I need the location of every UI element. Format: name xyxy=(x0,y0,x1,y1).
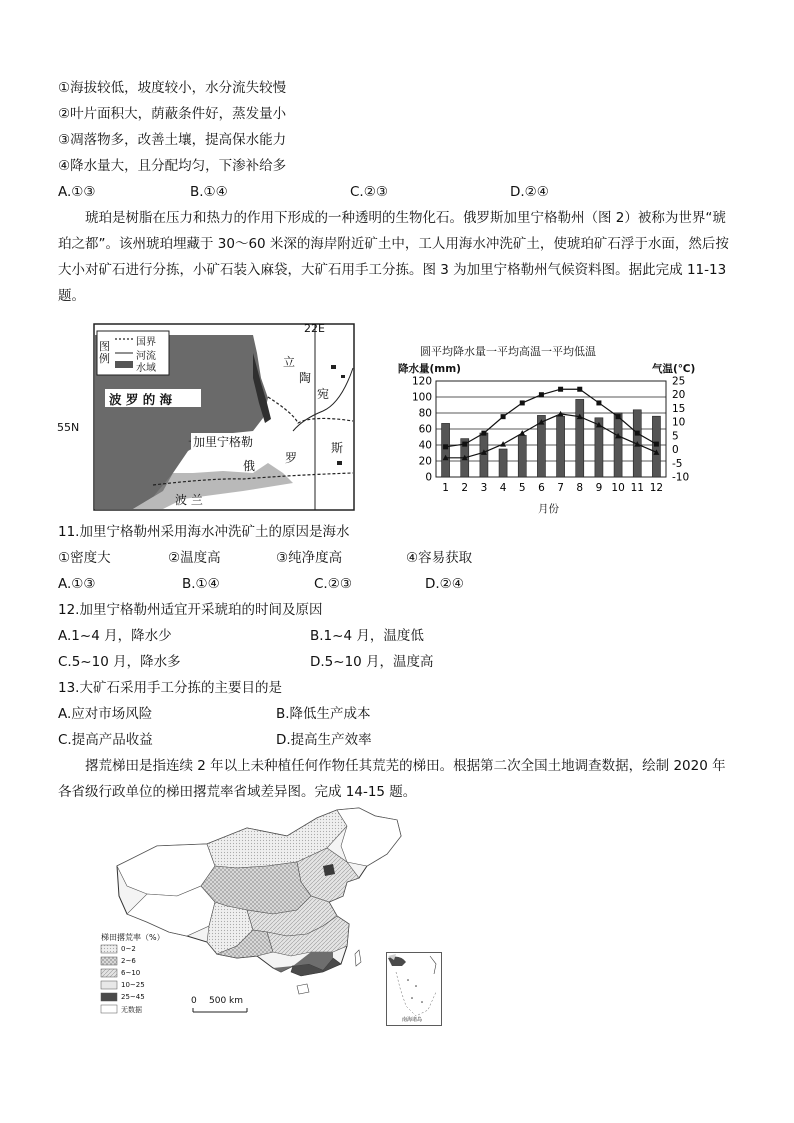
climate-chart xyxy=(398,343,696,515)
x-tick-label: 3 xyxy=(480,482,488,494)
high-temp-point xyxy=(501,414,506,419)
amber-passage-line-3: 大小对矿石进行分拣，小矿石装入麻袋，大矿石用手工分拣。图 3 为加里宁格勒州气候资料图。据此完成 11-13 xyxy=(58,262,727,278)
scale-zero: 0 xyxy=(191,996,197,1006)
lat-label-55n: 55N xyxy=(57,421,80,434)
q13-stem: 13.大矿石采用手工分拣的主要目的是 xyxy=(58,680,282,696)
low-temp-point xyxy=(500,441,506,447)
q13-choice-b[interactable]: B.降低生产成本 xyxy=(276,706,371,722)
south-china-sea-inset xyxy=(386,952,442,1026)
q11-item-3: ③纯净度高 xyxy=(276,550,343,566)
amber-passage-line-1: 琥珀是树脂在压力和热力的作用下形成的一种透明的生物化石。俄罗斯加里宁格勒州（图 2）被称为世界“琥 xyxy=(85,210,726,226)
legend-title: 图例 xyxy=(99,340,110,365)
x-tick-label: 4 xyxy=(499,482,507,494)
choice-a[interactable]: A.①③ xyxy=(58,184,96,200)
q11-item-1: ①密度大 xyxy=(58,550,111,566)
high-temp-point xyxy=(539,392,544,397)
y-tick-label: 80 xyxy=(418,407,432,420)
x-tick-label: 5 xyxy=(518,482,526,494)
map2-legend-4: 25~45 xyxy=(121,993,145,1001)
high-temp-point xyxy=(616,414,621,419)
y2-tick-label: -10 xyxy=(672,471,690,484)
precip-bar xyxy=(499,449,507,477)
q11-item-2: ②温度高 xyxy=(168,550,221,566)
map2-legend-5: 无数据 xyxy=(121,1006,142,1014)
precip-bar xyxy=(480,433,488,477)
lon-label-22e: 22E xyxy=(304,322,325,335)
precip-bar xyxy=(557,416,565,477)
q12-stem: 12.加里宁格勒州适宜开采琥珀的时间及原因 xyxy=(58,602,323,618)
legend-border: 国界 xyxy=(136,337,156,348)
y-tick-label: 60 xyxy=(418,423,432,436)
x-axis-label: 月份 xyxy=(538,503,559,515)
q11-choice-a[interactable]: A.①③ xyxy=(58,576,96,592)
kaliningrad-map xyxy=(57,322,355,511)
q12-choice-c[interactable]: C.5~10 月，降水多 xyxy=(58,654,181,670)
y-axis-label: 降水量(mm) xyxy=(398,363,461,375)
x-tick-label: 2 xyxy=(461,482,469,494)
low-temp-point xyxy=(519,430,525,436)
precip-bar xyxy=(518,435,526,477)
x-tick-label: 9 xyxy=(595,482,603,494)
high-temp-point xyxy=(654,442,659,447)
y2-tick-label: 0 xyxy=(672,444,679,457)
choice-c[interactable]: C.②③ xyxy=(350,184,388,200)
y2-tick-label: 5 xyxy=(672,430,679,443)
y2-tick-label: 25 xyxy=(672,375,686,388)
legend-river: 河流 xyxy=(136,351,156,362)
poland-label: 波 兰 xyxy=(175,493,203,507)
y2-axis-label: 气温(℃) xyxy=(652,363,696,375)
high-temp-point xyxy=(635,431,640,436)
high-temp-point xyxy=(443,444,448,449)
amber-passage-line-2: 珀之都”。该州琥珀埋藏于 30～60 米深的海岸附近矿土中，工人用海水冲洗矿土，使琥珀矿石浮于水面，然后按 xyxy=(58,236,729,252)
q13-choice-a[interactable]: A.应对市场风险 xyxy=(58,706,153,722)
map2-legend-2: 6~10 xyxy=(121,969,141,977)
precip-bar xyxy=(576,399,584,477)
chart-svg xyxy=(398,343,696,515)
high-temp-point xyxy=(558,387,563,392)
high-temp-point xyxy=(577,387,582,392)
low-temp-line xyxy=(446,414,657,458)
high-temp-point xyxy=(520,400,525,405)
q12-choice-d[interactable]: D.5~10 月，温度高 xyxy=(310,654,434,670)
map2-legend-1: 2~6 xyxy=(121,957,136,965)
option-line-3: ③凋落物多，改善土壤，提高保水能力 xyxy=(58,132,287,148)
y2-tick-label: 20 xyxy=(672,389,686,402)
map2-legend-title: 梯田撂荒率（%） xyxy=(101,933,165,942)
option-line-1: ①海拔较低，坡度较小，水分流失较慢 xyxy=(58,80,287,96)
q13-choice-c[interactable]: C.提高产品收益 xyxy=(58,732,153,748)
russia-label-2: 罗 xyxy=(285,451,298,465)
q11-choice-c[interactable]: C.②③ xyxy=(314,576,352,592)
sea-label: 波 罗 的 海 xyxy=(109,392,173,407)
q12-choice-b[interactable]: B.1~4 月，温度低 xyxy=(310,628,424,644)
map2-legend-0: 0~2 xyxy=(121,945,136,953)
y2-tick-label: 10 xyxy=(672,416,686,429)
terrace-passage-line-2: 各省级行政单位的梯田撂荒率省域差异图。完成 14-15 题。 xyxy=(58,784,417,800)
q11-choice-b[interactable]: B.①④ xyxy=(182,576,220,592)
y-tick-label: 20 xyxy=(418,455,432,468)
lithuania-label-1: 立 xyxy=(283,355,296,369)
high-temp-point xyxy=(462,442,467,447)
y-tick-label: 40 xyxy=(418,439,432,452)
x-tick-label: 8 xyxy=(576,482,584,494)
x-tick-label: 10 xyxy=(611,482,625,494)
precip-bar xyxy=(442,423,450,477)
amber-passage-line-4: 题。 xyxy=(58,288,85,304)
y-tick-label: 100 xyxy=(411,391,432,404)
option-line-4: ④降水量大，且分配均匀，下渗补给多 xyxy=(58,158,287,174)
terrace-passage-line-1: 撂荒梯田是指连续 2 年以上未种植任何作物任其荒芜的梯田。根据第二次全国土地调查数据，绘制 2020 年 xyxy=(85,758,726,774)
x-tick-label: 11 xyxy=(630,482,644,494)
high-temp-point xyxy=(481,431,486,436)
russia-label-3: 斯 xyxy=(331,441,344,455)
y2-tick-label: 15 xyxy=(672,402,686,415)
precip-bar xyxy=(652,416,660,477)
choice-b[interactable]: B.①④ xyxy=(190,184,228,200)
lithuania-label-3: 宛 xyxy=(317,387,330,401)
high-temp-point xyxy=(596,400,601,405)
scale-label: 500 km xyxy=(209,996,244,1006)
q13-choice-d[interactable]: D.提高生产效率 xyxy=(276,732,372,748)
y-tick-label: 0 xyxy=(425,471,432,484)
region-label: 加里宁格勒 xyxy=(193,435,254,449)
russia-label-1: 俄 xyxy=(243,459,256,473)
q11-stem: 11.加里宁格勒州采用海水冲洗矿土的原因是海水 xyxy=(58,524,350,540)
option-line-2: ②叶片面积大，荫蔽条件好，蒸发量小 xyxy=(58,106,287,122)
map2-legend-3: 10~25 xyxy=(121,981,145,989)
x-tick-label: 1 xyxy=(442,482,449,494)
q12-choice-a[interactable]: A.1~4 月，降水少 xyxy=(58,628,172,644)
q11-item-4: ④容易获取 xyxy=(406,550,473,566)
x-tick-label: 6 xyxy=(538,482,545,494)
choice-d[interactable]: D.②④ xyxy=(510,184,549,200)
chart-title: 圆平均降水量一平均高温一平均低温 xyxy=(420,345,596,358)
y-tick-label: 120 xyxy=(411,375,432,388)
q11-choice-d[interactable]: D.②④ xyxy=(425,576,464,592)
x-tick-label: 12 xyxy=(649,482,664,494)
legend-water: 水域 xyxy=(136,363,156,374)
inset-label: 南海诸岛 xyxy=(402,1017,423,1023)
lithuania-label-2: 陶 xyxy=(299,371,312,385)
precip-bar xyxy=(614,413,622,477)
y2-tick-label: -5 xyxy=(672,457,683,470)
x-tick-label: 7 xyxy=(557,482,564,494)
